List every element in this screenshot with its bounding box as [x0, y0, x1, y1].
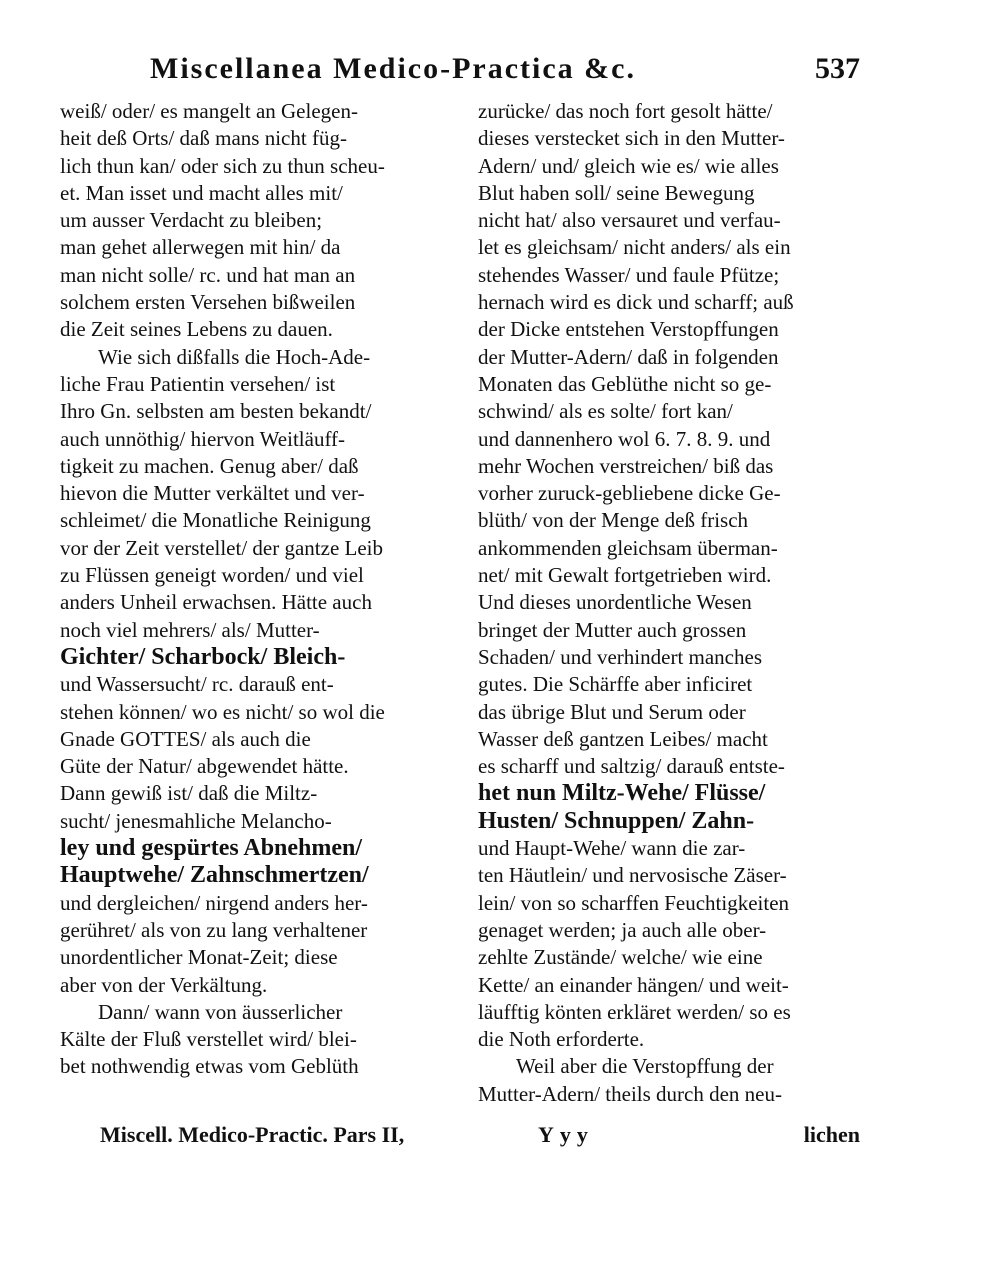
text-line: und Wassersucht/ rc. darauß ent-	[60, 672, 334, 697]
text-line: stehendes Wasser/ und faule Pfütze;	[478, 262, 780, 287]
text-line: Kälte der Fluß verstellet wird/ blei-	[60, 1027, 357, 1052]
text-line: Güte der Natur/ abgewendet hätte.	[60, 754, 349, 779]
text-line: Wie sich dißfalls die Hoch-Ade-	[98, 344, 371, 369]
text-line: let es gleichsam/ nicht anders/ als ein	[478, 235, 791, 260]
text-line: blüth/ von der Menge deß frisch	[478, 508, 749, 533]
running-header	[150, 52, 860, 98]
text-line: vor der Zeit verstellet/ der gantze Leib	[60, 535, 384, 560]
text-line: der Dicke entstehen Verstopffungen	[478, 317, 779, 342]
text-line: bet nothwendig etwas vom Geblüth	[60, 1054, 359, 1079]
text-line: und dannenhero wol 6. 7. 8. 9. und	[478, 426, 771, 451]
text-line: läufftig könten erkläret werden/ so es	[478, 999, 791, 1024]
text-line: ley und gespürtes Abnehmen/	[60, 835, 363, 862]
text-line: sucht/ jenesmahliche Melancho-	[60, 808, 332, 833]
text-line: vorher zuruck-gebliebene dicke Ge-	[478, 481, 781, 506]
text-line: Schaden/ und verhindert manches	[478, 644, 762, 669]
text-line: gutes. Die Schärffe aber inficiret	[478, 672, 753, 697]
text-line: et. Man isset und macht alles mit/	[60, 180, 343, 205]
text-line: unordentlicher Monat-Zeit; diese	[60, 945, 338, 970]
right-column	[478, 98, 863, 1108]
text-line: um ausser Verdacht zu bleiben;	[60, 208, 323, 233]
text-line: liche Frau Patientin versehen/ ist	[60, 371, 336, 396]
text-line: Und dieses unordentliche Wesen	[478, 590, 752, 615]
text-line: weiß/ oder/ es mangelt an Gelegen-	[60, 99, 358, 123]
text-line: zu Flüssen geneigt worden/ und viel	[60, 563, 364, 588]
text-line: genaget werden; ja auch alle ober-	[478, 917, 767, 942]
text-line: Kette/ an einander hängen/ und weit-	[478, 972, 789, 997]
text-line: lich thun kan/ oder sich zu thun scheu-	[60, 153, 385, 178]
text-line: Dann gewiß ist/ daß die Miltz-	[60, 781, 318, 806]
text-line: lein/ von so scharffen Feuchtigkeiten	[478, 890, 790, 915]
text-line: Ihro Gn. selbsten am besten bekandt/	[60, 399, 372, 424]
running-title: Miscellanea Medico-Practica &c.	[150, 52, 636, 85]
text-line: die Zeit seines Lebens zu dauen.	[60, 317, 333, 342]
text-line: tigkeit zu machen. Genug aber/ daß	[60, 453, 359, 478]
signature-mark: Yyy	[538, 1122, 594, 1147]
text-line: ankommenden gleichsam überman-	[478, 535, 778, 560]
text-line: zurücke/ das noch fort gesolt hätte/	[478, 99, 773, 123]
text-line: noch viel mehrers/ als/ Mutter-	[60, 617, 320, 642]
text-line: Monaten das Geblüthe nicht so ge-	[478, 371, 772, 396]
page-number: 537	[815, 52, 860, 85]
text-line: schwind/ als es solte/ fort kan/	[478, 399, 733, 424]
text-line: das übrige Blut und Serum oder	[478, 699, 746, 724]
text-line: ten Häutlein/ und nervosische Zäser-	[478, 863, 787, 888]
text-line: gerühret/ als von zu lang verhaltener	[60, 917, 368, 942]
text-line: het nun Miltz-Wehe/ Flüsse/	[478, 780, 766, 807]
text-line: man nicht solle/ rc. und hat man an	[60, 262, 356, 287]
catchword: lichen	[803, 1122, 860, 1147]
text-line: Blut haben soll/ seine Bewegung	[478, 180, 755, 205]
signature-line: Miscell. Medico-Practic. Pars II,	[100, 1122, 405, 1147]
text-line: und dergleichen/ nirgend anders her-	[60, 890, 368, 915]
text-line: Mutter-Adern/ theils durch den neu-	[478, 1081, 782, 1106]
text-line: net/ mit Gewalt fortgetrieben wird.	[478, 563, 772, 588]
text-line: anders Unheil erwachsen. Hätte auch	[60, 590, 372, 615]
text-line: man gehet allerwegen mit hin/ da	[60, 235, 341, 260]
text-line: Gichter/ Scharbock/ Bleich-	[60, 643, 346, 670]
text-line: mehr Wochen verstreichen/ biß das	[478, 453, 774, 478]
text-line: hernach wird es dick und scharff; auß	[478, 290, 794, 315]
text-line: solchem ersten Versehen bißweilen	[60, 290, 356, 315]
text-line: die Noth erforderte.	[478, 1027, 645, 1052]
left-column	[60, 98, 460, 1081]
text-line: Wasser deß gantzen Leibes/ macht	[478, 726, 768, 751]
text-line: stehen können/ wo es nicht/ so wol die	[60, 699, 385, 724]
text-line: aber von der Verkältung.	[60, 972, 268, 997]
text-line: heit deß Orts/ daß mans nicht füg-	[60, 126, 347, 151]
text-line: Dann/ wann von äusserlicher	[98, 999, 343, 1024]
text-line: auch unnöthig/ hiervon Weitläuff-	[60, 426, 346, 451]
text-line: Gnade GOTTES/ als auch die	[60, 726, 311, 751]
text-line: der Mutter-Adern/ daß in folgenden	[478, 344, 779, 369]
text-line: Weil aber die Verstopffung der	[516, 1054, 774, 1079]
text-line: Hauptwehe/ Zahnschmertzen/	[60, 862, 369, 889]
text-line: bringet der Mutter auch grossen	[478, 617, 747, 642]
text-line: nicht hat/ also versauret und verfau-	[478, 208, 781, 233]
text-line: zehlte Zustände/ welche/ wie eine	[478, 945, 763, 970]
text-line: schleimet/ die Monatliche Reinigung	[60, 508, 371, 533]
text-line: dieses verstecket sich in den Mutter-	[478, 126, 785, 151]
text-line: hievon die Mutter verkältet und ver-	[60, 481, 365, 506]
text-line: es scharff und saltzig/ darauß entste-	[478, 754, 785, 779]
page-footer	[60, 1122, 860, 1154]
text-line: und Haupt-Wehe/ wann die zar-	[478, 836, 746, 861]
text-line: Husten/ Schnuppen/ Zahn-	[478, 807, 755, 834]
text-line: Adern/ und/ gleich wie es/ wie alles	[478, 153, 779, 178]
